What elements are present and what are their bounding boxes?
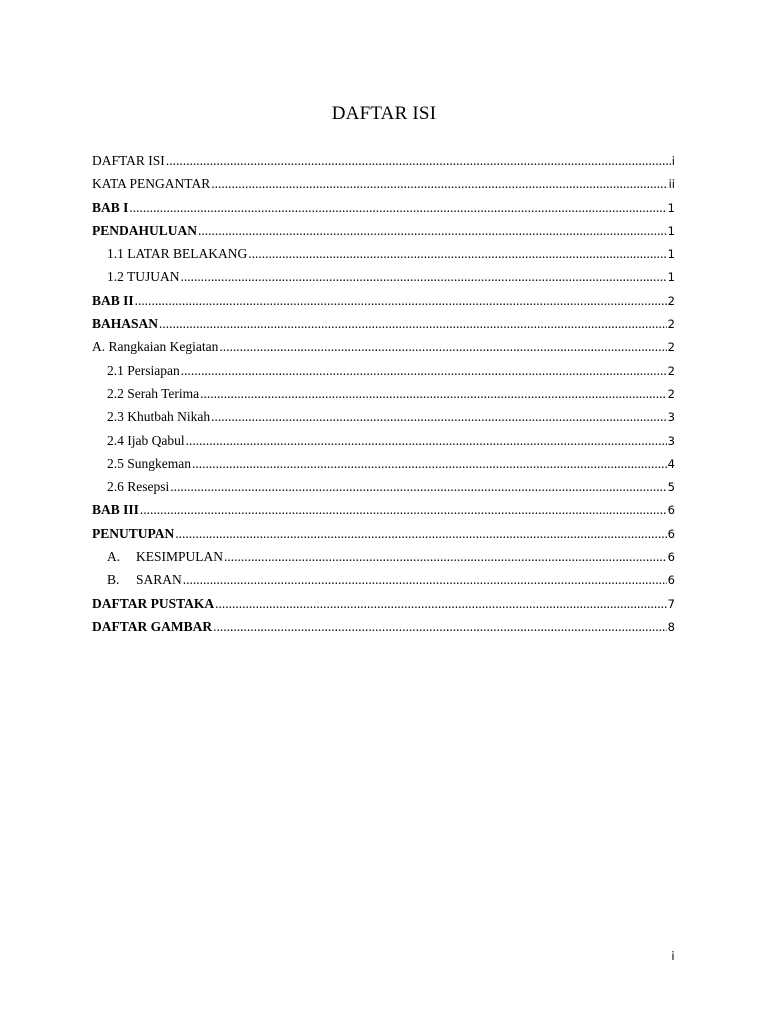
page-title: DAFTAR ISI — [331, 103, 437, 124]
toc-dot-leader — [200, 382, 667, 405]
toc-entry-label: BAHASAN — [92, 316, 159, 332]
toc-dot-leader — [211, 405, 667, 428]
toc-entry-label: SARAN — [136, 572, 182, 588]
toc-entry[interactable] — [92, 568, 675, 591]
toc-entry-page: 6 — [667, 550, 675, 565]
toc-entry-label: 1.2 TUJUAN — [107, 269, 180, 285]
toc-entry[interactable] — [92, 405, 675, 428]
footer-page-number: i — [671, 949, 675, 963]
toc-entry[interactable] — [92, 615, 675, 638]
toc-entry-label: 2.1 Persiapan — [107, 362, 180, 378]
toc-entry[interactable] — [92, 429, 675, 452]
toc-entry[interactable] — [92, 335, 675, 358]
toc-dot-leader — [159, 312, 667, 335]
table-of-contents — [92, 149, 675, 638]
toc-entry[interactable] — [92, 359, 675, 382]
toc-dot-leader — [192, 452, 667, 475]
toc-entry-page: 6 — [667, 526, 675, 541]
toc-entry[interactable] — [92, 149, 675, 172]
toc-entry[interactable] — [92, 219, 675, 242]
toc-entry-page: 2 — [667, 293, 675, 308]
toc-entry-label: KESIMPULAN — [136, 549, 224, 565]
toc-entry-label: DAFTAR ISI — [92, 153, 165, 168]
toc-entry-label: 2.3 Khutbah Nikah — [107, 409, 211, 425]
toc-entry-page: 6 — [667, 503, 675, 518]
toc-entry[interactable] — [92, 172, 675, 195]
toc-entry-page: 8 — [667, 619, 675, 634]
toc-entry-page: 1 — [667, 200, 675, 215]
toc-entry[interactable] — [92, 522, 675, 545]
toc-dot-leader — [135, 289, 667, 312]
toc-dot-leader — [186, 429, 667, 452]
toc-entry[interactable] — [92, 592, 675, 615]
toc-dot-leader — [198, 219, 667, 242]
toc-entry-label: KATA PENGANTAR — [92, 176, 211, 192]
toc-entry-number: B. — [107, 572, 120, 588]
toc-dot-leader — [215, 592, 667, 615]
toc-entry-label: BAB II — [92, 292, 134, 308]
toc-dot-leader — [166, 149, 671, 172]
toc-entry-page: 3 — [667, 410, 675, 425]
toc-dot-leader — [181, 359, 667, 382]
toc-dot-leader — [213, 615, 667, 638]
toc-entry[interactable] — [92, 242, 675, 265]
toc-entry[interactable] — [92, 265, 675, 288]
toc-dot-leader — [211, 172, 667, 195]
toc-entry-page: 1 — [667, 247, 675, 262]
toc-entry[interactable] — [92, 312, 675, 335]
toc-dot-leader — [170, 475, 666, 498]
toc-dot-leader — [175, 522, 666, 545]
toc-entry-page: 2 — [667, 386, 675, 401]
toc-dot-leader — [129, 196, 666, 219]
toc-entry-page: 7 — [667, 596, 675, 611]
toc-entry[interactable] — [92, 545, 675, 568]
toc-dot-leader — [183, 568, 667, 591]
toc-entry-page: 5 — [667, 480, 675, 495]
toc-dot-leader — [224, 545, 667, 568]
toc-entry[interactable] — [92, 475, 675, 498]
toc-entry-label: PENUTUPAN — [92, 525, 175, 541]
toc-entry-page: 4 — [667, 456, 675, 471]
toc-entry[interactable] — [92, 498, 675, 521]
toc-entry[interactable] — [92, 452, 675, 475]
toc-entry-page: 2 — [667, 317, 675, 332]
toc-entry-label: 2.6 Resepsi — [107, 479, 170, 495]
toc-dot-leader — [181, 265, 667, 288]
toc-dot-leader — [140, 498, 667, 521]
toc-entry-label: BAB III — [92, 502, 139, 518]
toc-entry-page: 1 — [667, 223, 675, 238]
toc-entry-label: 2.5 Sungkeman — [107, 455, 191, 471]
toc-entry-label: DAFTAR PUSTAKA — [92, 595, 215, 611]
toc-entry-label: A. Rangkaian Kegiatan — [92, 339, 219, 355]
toc-entry[interactable] — [92, 289, 675, 312]
toc-entry-number: A. — [107, 549, 121, 565]
toc-entry[interactable] — [92, 382, 675, 405]
toc-entry-page: i — [671, 154, 675, 168]
toc-entry-page: 3 — [667, 433, 675, 448]
toc-entry-page: 6 — [667, 573, 675, 588]
toc-entry-page: 2 — [667, 363, 675, 378]
toc-entry-page: 2 — [667, 340, 675, 355]
toc-entry-label: 2.4 Ijab Qabul — [107, 432, 185, 448]
toc-dot-leader — [219, 335, 666, 358]
toc-entry[interactable] — [92, 196, 675, 219]
toc-entry-label: 2.2 Serah Terima — [107, 385, 200, 401]
toc-entry-label: BAB I — [92, 199, 129, 215]
toc-entry-page: ii — [668, 177, 675, 192]
toc-entry-page: 1 — [667, 270, 675, 285]
toc-entry-label: PENDAHULUAN — [92, 222, 198, 238]
toc-entry-label: DAFTAR GAMBAR — [92, 618, 213, 634]
toc-dot-leader — [248, 242, 666, 265]
toc-entry-label: 1.1 LATAR BELAKANG — [107, 246, 248, 262]
